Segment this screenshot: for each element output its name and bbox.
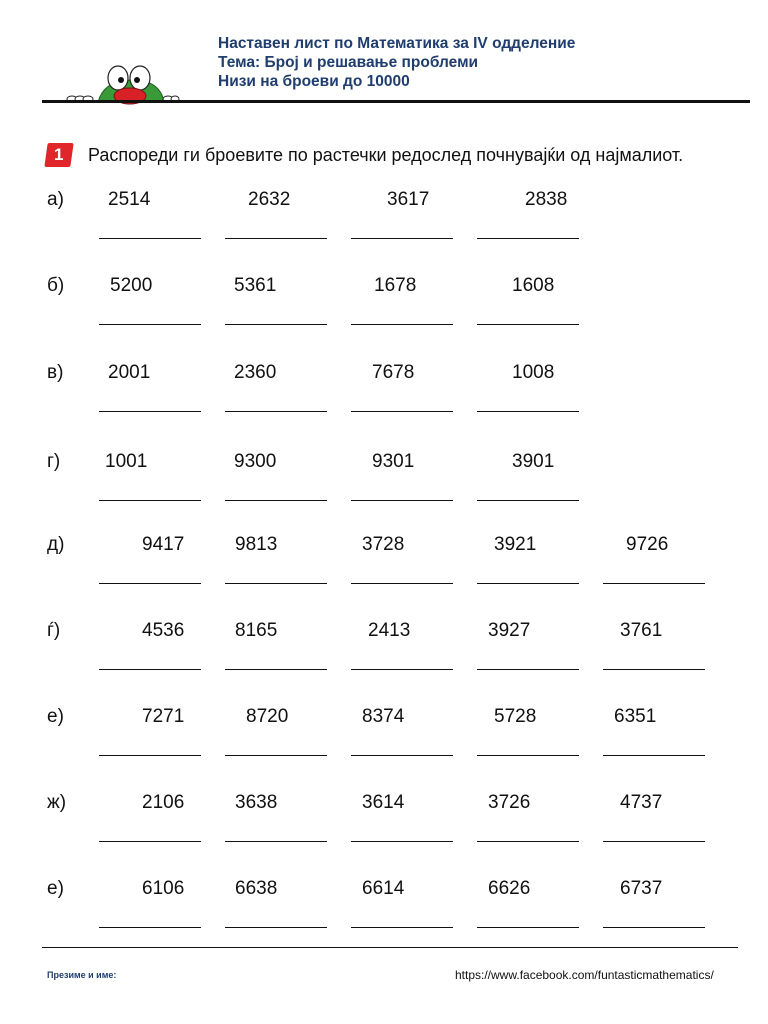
answer-blank[interactable] — [99, 238, 201, 239]
answer-blank[interactable] — [351, 583, 453, 584]
row-label: ѓ) — [47, 620, 61, 641]
number-to-sort: 9301 — [372, 451, 415, 472]
answer-blank[interactable] — [477, 755, 579, 756]
answer-blank[interactable] — [477, 669, 579, 670]
answer-blank[interactable] — [351, 411, 453, 412]
header-divider — [42, 100, 750, 103]
number-to-sort: 9300 — [234, 451, 277, 472]
number-to-sort: 3901 — [512, 451, 555, 472]
task-number: 1 — [54, 145, 64, 164]
number-to-sort: 6614 — [362, 878, 405, 899]
number-to-sort: 7678 — [372, 362, 415, 383]
number-to-sort: 6351 — [614, 706, 657, 727]
number-to-sort: 7271 — [142, 706, 185, 727]
number-to-sort: 3728 — [362, 534, 405, 555]
number-to-sort: 5728 — [494, 706, 537, 727]
answer-blank[interactable] — [351, 500, 453, 501]
answer-blank[interactable] — [225, 324, 327, 325]
row-label: е) — [47, 706, 64, 727]
task-instruction — [46, 143, 683, 167]
number-to-sort: 9417 — [142, 534, 185, 555]
number-to-sort: 4737 — [620, 792, 663, 813]
number-to-sort: 6737 — [620, 878, 663, 899]
row-label: г) — [47, 451, 61, 472]
number-to-sort: 2001 — [108, 362, 151, 383]
number-to-sort: 1008 — [512, 362, 555, 383]
answer-blank[interactable] — [225, 411, 327, 412]
number-to-sort: 3726 — [488, 792, 531, 813]
answer-blank[interactable] — [351, 927, 453, 928]
answer-blank[interactable] — [99, 927, 201, 928]
answer-blank[interactable] — [603, 669, 705, 670]
answer-blank[interactable] — [603, 841, 705, 842]
answer-blank[interactable] — [99, 755, 201, 756]
answer-blank[interactable] — [351, 841, 453, 842]
row-label: в) — [47, 362, 64, 383]
number-to-sort: 8165 — [235, 620, 278, 641]
answer-blank[interactable] — [225, 669, 327, 670]
number-to-sort: 2838 — [525, 189, 568, 210]
answer-blank[interactable] — [351, 324, 453, 325]
number-to-sort: 9726 — [626, 534, 669, 555]
answer-blank[interactable] — [603, 583, 705, 584]
answer-blank[interactable] — [99, 841, 201, 842]
row-label: д) — [47, 534, 65, 555]
name-label: Презиме и име: — [47, 970, 117, 980]
answer-blank[interactable] — [351, 669, 453, 670]
number-to-sort: 2360 — [234, 362, 277, 383]
answer-blank[interactable] — [477, 238, 579, 239]
number-to-sort: 5200 — [110, 275, 153, 296]
answer-blank[interactable] — [477, 841, 579, 842]
footer-url: https://www.facebook.com/funtasticmathematics/ — [455, 968, 714, 982]
answer-blank[interactable] — [603, 755, 705, 756]
row-label: е) — [47, 878, 64, 899]
title-line-3: Низи на броеви до 10000 — [218, 73, 410, 90]
number-to-sort: 3761 — [620, 620, 663, 641]
number-to-sort: 2632 — [248, 189, 291, 210]
footer-divider — [42, 947, 738, 948]
number-to-sort: 3617 — [387, 189, 430, 210]
answer-blank[interactable] — [225, 583, 327, 584]
number-to-sort: 2413 — [368, 620, 411, 641]
answer-blank[interactable] — [99, 669, 201, 670]
answer-blank[interactable] — [99, 324, 201, 325]
answer-blank[interactable] — [603, 927, 705, 928]
title-line-2: Тема: Број и решавање проблеми — [218, 54, 479, 71]
number-to-sort: 1678 — [374, 275, 417, 296]
answer-blank[interactable] — [99, 500, 201, 501]
number-to-sort: 3614 — [362, 792, 405, 813]
number-to-sort: 3927 — [488, 620, 531, 641]
number-to-sort: 5361 — [234, 275, 277, 296]
worksheet-title-block — [218, 34, 575, 91]
answer-blank[interactable] — [351, 238, 453, 239]
number-to-sort: 2106 — [142, 792, 185, 813]
task-number-badge — [44, 143, 73, 167]
number-to-sort: 8720 — [246, 706, 289, 727]
number-to-sort: 6106 — [142, 878, 185, 899]
number-to-sort: 6638 — [235, 878, 278, 899]
answer-blank[interactable] — [477, 500, 579, 501]
number-to-sort: 3921 — [494, 534, 537, 555]
number-to-sort: 2514 — [108, 189, 151, 210]
title-line-1: Наставен лист по Математика за IV одделение — [218, 35, 576, 52]
answer-blank[interactable] — [225, 755, 327, 756]
answer-blank[interactable] — [351, 755, 453, 756]
number-to-sort: 3638 — [235, 792, 278, 813]
row-label: ж) — [47, 792, 67, 813]
answer-blank[interactable] — [225, 927, 327, 928]
number-to-sort: 1001 — [105, 451, 148, 472]
row-label: а) — [47, 189, 64, 210]
number-to-sort: 1608 — [512, 275, 555, 296]
answer-blank[interactable] — [99, 583, 201, 584]
answer-blank[interactable] — [477, 324, 579, 325]
answer-blank[interactable] — [225, 238, 327, 239]
instruction-text: Распореди ги броевите по растечки редослед почнувајќи од најмалиот. — [88, 144, 684, 165]
number-to-sort: 6626 — [488, 878, 531, 899]
number-to-sort: 4536 — [142, 620, 185, 641]
answer-blank[interactable] — [99, 411, 201, 412]
answer-blank[interactable] — [477, 927, 579, 928]
number-to-sort: 9813 — [235, 534, 278, 555]
answer-blank[interactable] — [225, 841, 327, 842]
answer-blank[interactable] — [225, 500, 327, 501]
row-label: б) — [47, 275, 65, 296]
answer-blank[interactable] — [477, 583, 579, 584]
number-to-sort: 8374 — [362, 706, 405, 727]
answer-blank[interactable] — [477, 411, 579, 412]
